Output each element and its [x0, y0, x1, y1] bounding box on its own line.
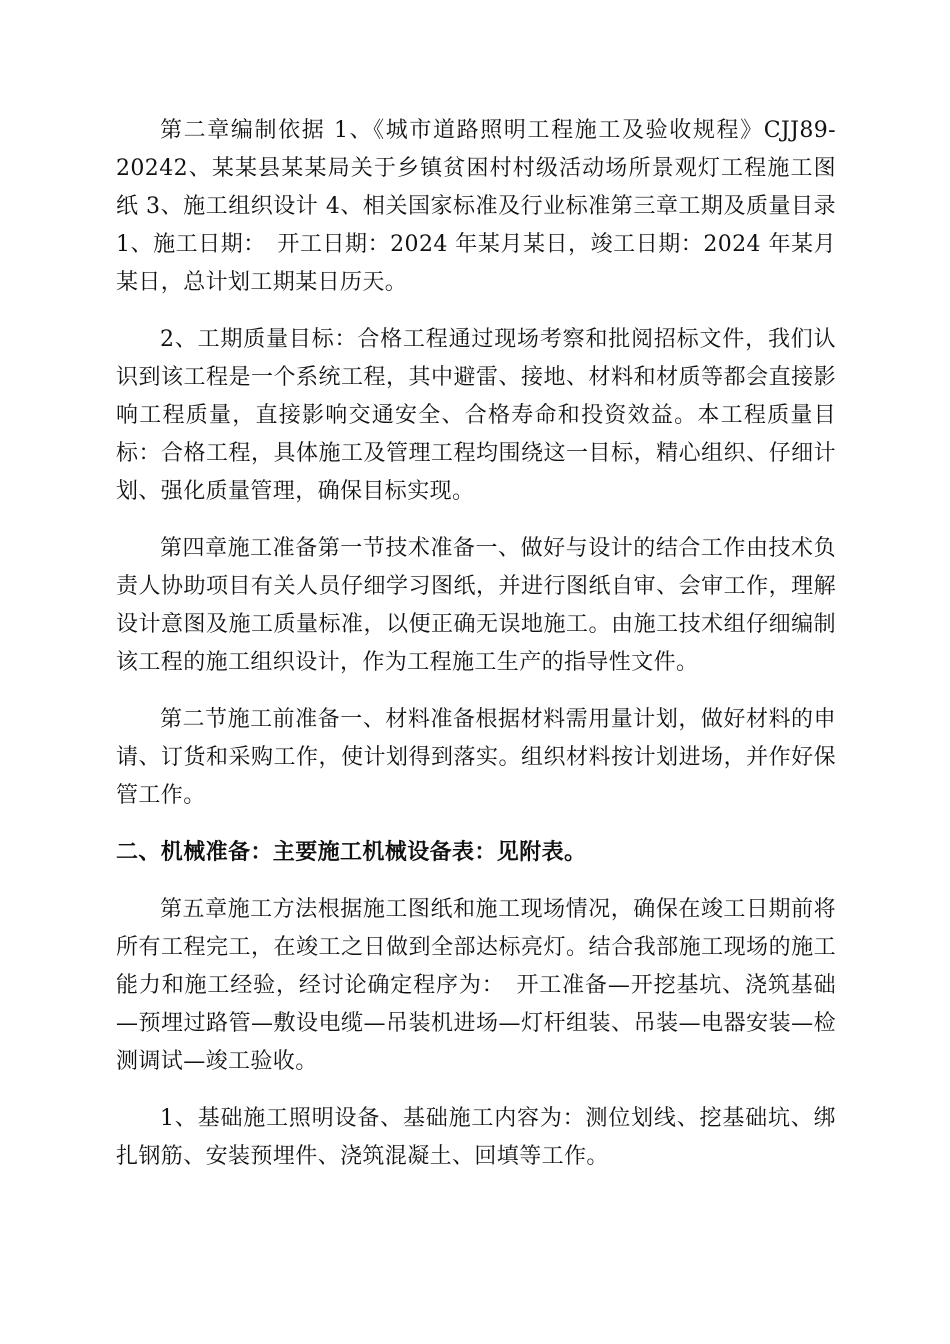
heading-machinery-preparation: 二、机械准备：主要施工机械设备表：见附表。 [116, 840, 587, 865]
paragraph-material-preparation: 第二节施工前准备一、材料准备根据材料需用量计划，做好材料的申请、订货和采购工作，使计划得到落实。组织材料按计划进场，并作好保管工作。 [116, 707, 836, 808]
paragraph-foundation-construction: 1、基础施工照明设备、基础施工内容为：测位划线、挖基础坑、绑扎钢筋、安装预埋件、浇筑混凝土、回填等工作。 [116, 1106, 836, 1169]
paragraph-quality-target: 2、工期质量目标：合格工程通过现场考察和批阅招标文件，我们认识到该工程是一个系统工程，其中避雷、接地、材料和材质等都会直接影响工程质量，直接影响交通安全、合格寿命和投资效益。本工程质量目标：合格工程，具体施工及管理工程均围绕这一目标，精心组织、仔细计划、强化质量管理，确保目标实现。 [116, 327, 836, 504]
paragraph-chapter-4-preparation: 第四章施工准备第一节技术准备一、做好与设计的结合工作由技术负责人协助项目有关人员仔细学习图纸，并进行图纸自审、会审工作，理解设计意图及施工质量标准，以便正确无误地施工。由施工技术组仔细编制该工程的施工组织设计，作为工程施工生产的指导性文件。 [116, 536, 836, 675]
paragraph-chapter-5-methods: 第五章施工方法根据施工图纸和施工现场情况，确保在竣工日期前将所有工程完工，在竣工之日做到全部达标亮灯。结合我部施工现场的施工能力和施工经验，经讨论确定程序为： 开工准备—开挖基坑、浇筑基础—预埋过路管—敷设电缆—吊装机进场—灯杆组装、吊装—电器安装—检测调试—竣工验收。 [116, 897, 836, 1074]
document-body [116, 112, 836, 1195]
paragraph-chapter-2-basis: 第二章编制依据 1、《城市道路照明工程施工及验收规程》CJJ89-20242、某某县某某局关于乡镇贫困村村级活动场所景观灯工程施工图纸 3、施工组织设计 4、相关国家标准及行业标准第三章工期及质量目录 1、施工日期： 开工日期：2024 年某月某日，竣工日期：2024 年某月某日，总计划工期某日历天。 [116, 118, 836, 295]
